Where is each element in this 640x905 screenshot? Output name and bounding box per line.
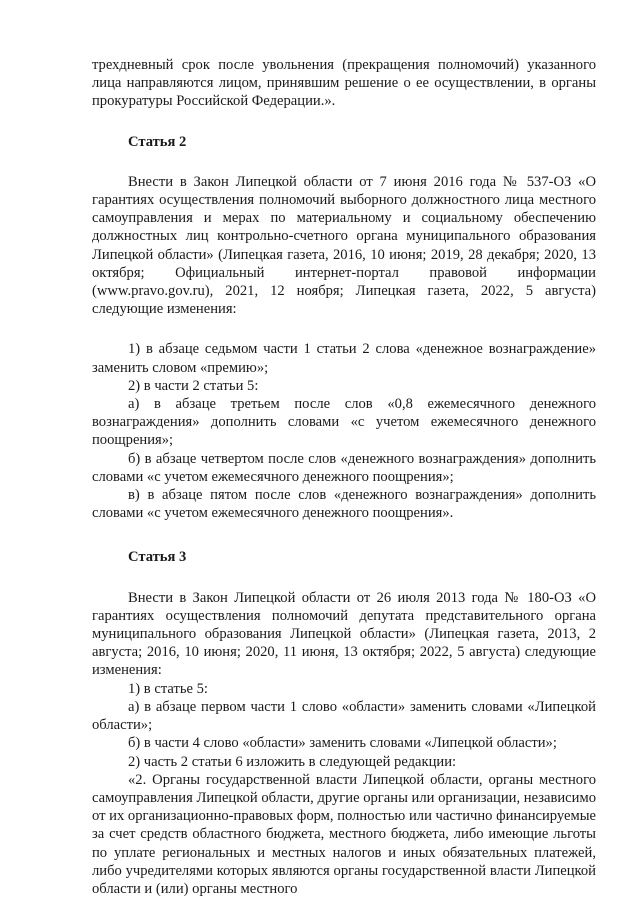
article-2-item: в) в абзаце пятом после слов «денежного вознаграждения» дополнить словами «с учетом ежемесячного денежного поощрения». [92, 487, 596, 522]
article-2-item: б) в абзаце четвертом после слов «денежного вознаграждения» дополнить словами «с учетом ежемесячного денежного поощрения»; [92, 450, 596, 485]
article-2-item: 1) в абзаце седьмом части 1 статьи 2 слова «денежное вознаграждение» заменить словом «премию»; [92, 341, 596, 376]
article-2-item: а) в абзаце третьем после слов «0,8 ежемесячного денежного вознаграждения» дополнить словами «с учетом ежемесячного денежного поощрения»; [92, 396, 596, 449]
article-2-item: 2) в части 2 статьи 5: [128, 377, 259, 394]
article-3-intro: Внести в Закон Липецкой области от 26 июля 2013 года № 180-ОЗ «О гарантиях осуществления полномочий депутата представительного органа муниципального образования Липецкой области» (Липецкая газета, 2013, 2 августа; 2016, 10 июня; 2020, 11 июня, 13 октября; 2022, 5 августа) следующие изменения: [92, 589, 596, 679]
article-3-item: «2. Органы государственной власти Липецкой области, органы местного самоуправления Липецкой области, другие органы или организации, независимо от их организационно-правовых форм, полностью или частично финансируемые за счет средств областного бюджета, местного бюджета, либо имеющие льготы по уплате региональных и местных налогов и иных обязательных платежей, либо учредителями которых являются органы государственной власти Липецкой области и (или) органы местного [92, 771, 596, 897]
article-3-heading: Статья 3 [128, 549, 187, 566]
article-2-heading: Статья 2 [128, 133, 187, 150]
intro-paragraph: трехдневный срок после увольнения (прекращения полномочий) указанного лица направляются лицом, принявшим решение о ее осуществлении, в органы прокуратуры Российской Федерации.». [92, 57, 596, 110]
article-3-item: б) в части 4 слово «области» заменить словами «Липецкой области»; [128, 735, 557, 752]
article-3-item: 1) в статье 5: [128, 680, 208, 697]
document-page [92, 56, 596, 898]
article-3-item: а) в абзаце первом части 1 слово «области» заменить словами «Липецкой области»; [92, 698, 596, 734]
article-3-item: 2) часть 2 статьи 6 изложить в следующей редакции: [128, 753, 457, 770]
article-2-intro: Внести в Закон Липецкой области от 7 июня 2016 года № 537-ОЗ «О гарантиях осуществления полномочий выборного должностного лица местного самоуправления и мерах по материальному и социальному обеспечению должностных лиц контрольно-счетного органа муниципального образования Липецкой области» (Липецкая газета, 2016, 10 июня; 2019, 28 декабря; 2020, 13 октября; Официальный интернет-портал правовой информации (www.pravo.gov.ru), 2021, 12 ноября; Липецкая газета, 2022, 5 августа) следующие изменения: [92, 173, 596, 318]
